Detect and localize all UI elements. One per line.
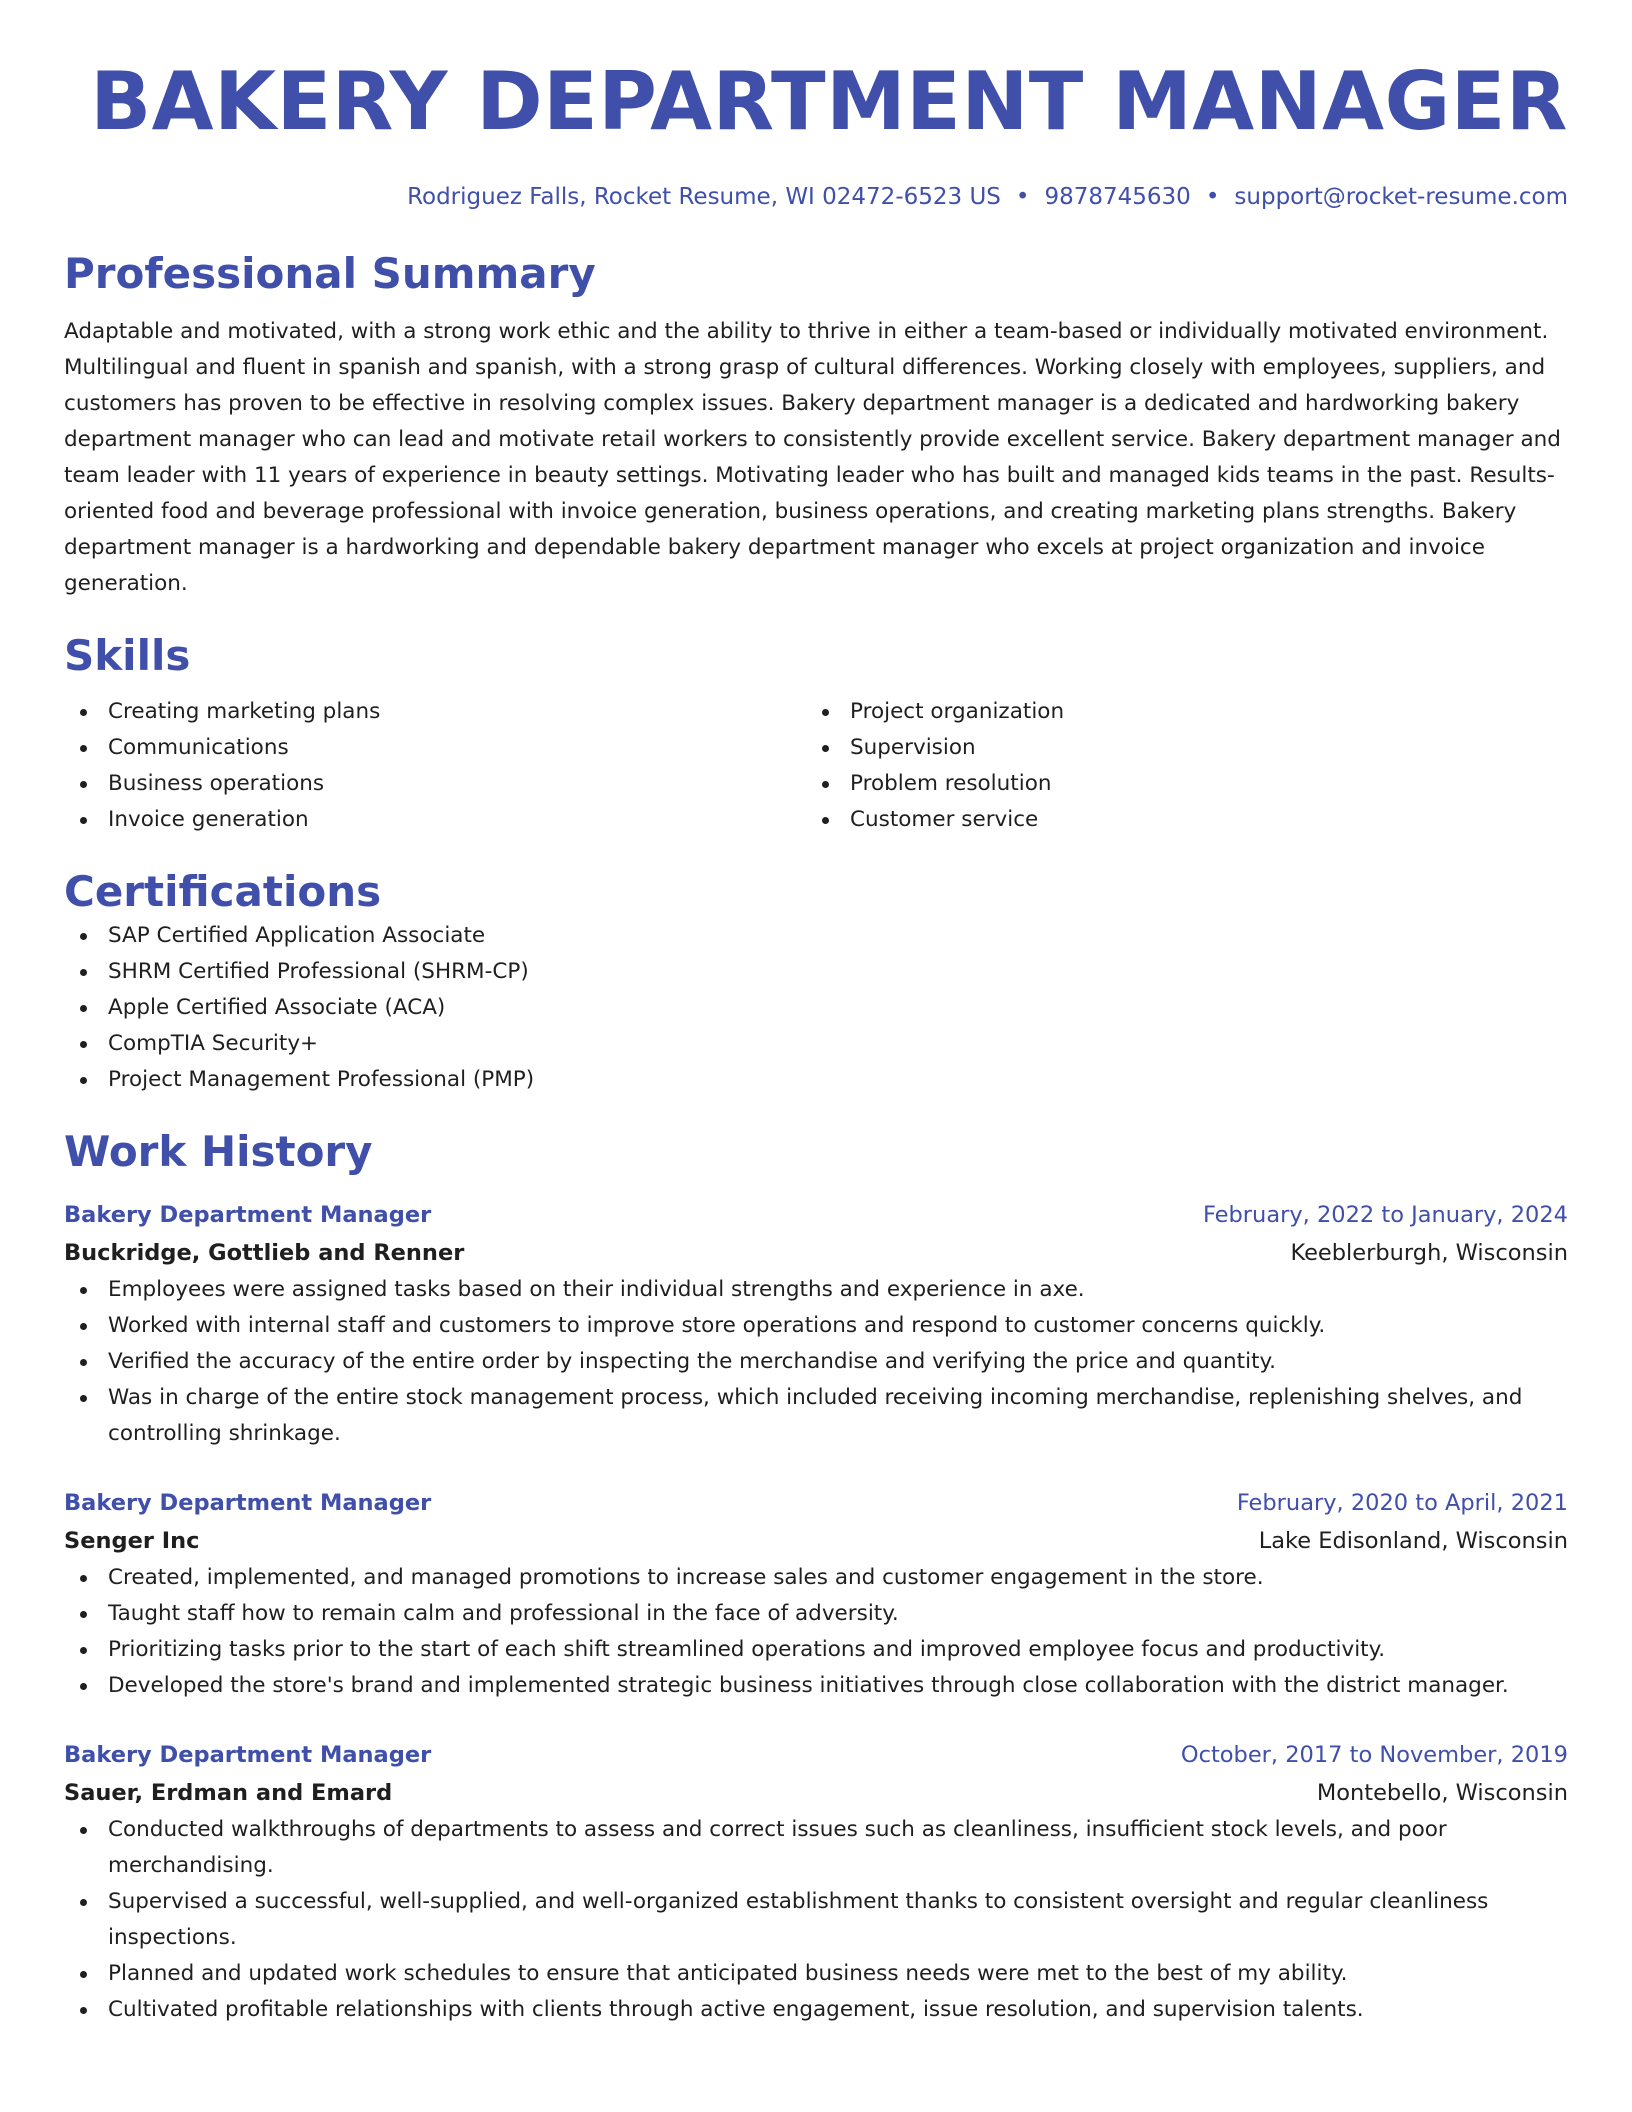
job-duty: Supervised a successful, well-supplied, and well-organized establishment thanks to consistent oversight and regular cleanliness inspections. bbox=[64, 1884, 1568, 1956]
job-company-row bbox=[64, 1522, 1568, 1560]
job-dates: February, 2020 to April, 2021 bbox=[1236, 1490, 1568, 1516]
job-company: Senger Inc bbox=[64, 1528, 200, 1554]
job-location: Keeblerburgh, Wisconsin bbox=[1290, 1240, 1568, 1266]
job-entry bbox=[64, 1736, 1568, 2028]
contact-email: support@rocket-resume.com bbox=[1234, 184, 1568, 210]
job-title: Bakery Department Manager bbox=[64, 1742, 432, 1768]
summary-text: Adaptable and motivated, with a strong work ethic and the ability to thrive in either a team-based or individually motivated environment. Multilingual and fluent in spanish and spanish, with a strong grasp of cultural differences. Working closely with employees, suppliers, and customers has proven to be effective in resolving complex issues. Bakery department manager is a dedicated and hardworking bakery department manager who can lead and motivate retail workers to consistently provide excellent service. Bakery department manager and team leader with 11 years of experience in beauty settings. Motivating leader who has built and managed kids teams in the past. Results-oriented food and beverage professional with invoice generation, business operations, and creating marketing plans strengths. Bakery department manager is a hardworking and dependable bakery department manager who excels at project organization and invoice generation. bbox=[64, 319, 1561, 596]
resume-name: BAKERY DEPARTMENT MANAGER bbox=[90, 55, 1568, 148]
certification-item: SAP Certified Application Associate bbox=[64, 918, 1568, 954]
job-header-row bbox=[64, 1196, 1568, 1234]
job-duties bbox=[64, 1272, 1568, 1452]
job-header-row bbox=[64, 1484, 1568, 1522]
skill-item: Business operations bbox=[64, 766, 806, 802]
certification-item: SHRM Certified Professional (SHRM-CP) bbox=[64, 954, 1568, 990]
job-entry bbox=[64, 1484, 1568, 1704]
job-duty: Employees were assigned tasks based on their individual strengths and experience in axe. bbox=[64, 1272, 1568, 1308]
skills-column-left bbox=[64, 694, 806, 838]
skill-item: Customer service bbox=[806, 802, 1548, 838]
skills-heading: Skills bbox=[64, 631, 191, 680]
job-duty: Verified the accuracy of the entire order by inspecting the merchandise and verifying the price and quantity. bbox=[64, 1344, 1568, 1380]
skills-grid bbox=[64, 694, 1568, 838]
contact-phone: 9878745630 bbox=[1044, 184, 1191, 210]
job-header-row bbox=[64, 1736, 1568, 1774]
job-location: Lake Edisonland, Wisconsin bbox=[1258, 1528, 1568, 1554]
job-duties bbox=[64, 1560, 1568, 1704]
job-entry bbox=[64, 1196, 1568, 1452]
job-title: Bakery Department Manager bbox=[64, 1490, 432, 1516]
job-duties bbox=[64, 1812, 1568, 2028]
job-duty: Prioritizing tasks prior to the start of each shift streamlined operations and improved employee focus and productivity. bbox=[64, 1632, 1568, 1668]
job-duty: Was in charge of the entire stock management process, which included receiving incoming merchandise, replenishing shelves, and controlling shrinkage. bbox=[64, 1380, 1568, 1452]
job-duty: Conducted walkthroughs of departments to assess and correct issues such as cleanliness, insufficient stock levels, and poor merchandising. bbox=[64, 1812, 1568, 1884]
job-dates: February, 2022 to January, 2024 bbox=[1202, 1202, 1568, 1228]
certification-item: CompTIA Security+ bbox=[64, 1026, 1568, 1062]
certifications-heading: Certifications bbox=[64, 867, 382, 916]
job-duty: Cultivated profitable relationships with clients through active engagement, issue resolution, and supervision talents. bbox=[64, 1992, 1568, 2028]
contact-address: Rodriguez Falls, Rocket Resume, WI 02472-6523 US bbox=[407, 184, 1001, 210]
job-title: Bakery Department Manager bbox=[64, 1202, 432, 1228]
skill-item: Invoice generation bbox=[64, 802, 806, 838]
work-history-heading: Work History bbox=[64, 1127, 373, 1176]
job-duty: Planned and updated work schedules to ensure that anticipated business needs were met to the best of my ability. bbox=[64, 1956, 1568, 1992]
certification-item: Apple Certified Associate (ACA) bbox=[64, 990, 1568, 1026]
skill-item: Supervision bbox=[806, 730, 1548, 766]
skills-column-right bbox=[806, 694, 1548, 838]
job-duty: Developed the store's brand and implemented strategic business initiatives through close collaboration with the district manager. bbox=[64, 1668, 1568, 1704]
job-company-row bbox=[64, 1234, 1568, 1272]
contact-separator: • bbox=[1205, 184, 1220, 210]
skill-item: Project organization bbox=[806, 694, 1548, 730]
job-duty: Worked with internal staff and customers to improve store operations and respond to customer concerns quickly. bbox=[64, 1308, 1568, 1344]
job-company-row bbox=[64, 1774, 1568, 1812]
contact-line bbox=[64, 182, 1568, 212]
job-dates: October, 2017 to November, 2019 bbox=[1180, 1742, 1568, 1768]
contact-separator: • bbox=[1015, 184, 1030, 210]
job-company: Sauer, Erdman and Emard bbox=[64, 1780, 393, 1806]
summary-heading: Professional Summary bbox=[64, 249, 596, 298]
certifications-list bbox=[64, 918, 1568, 1098]
certification-item: Project Management Professional (PMP) bbox=[64, 1062, 1568, 1098]
job-company: Buckridge, Gottlieb and Renner bbox=[64, 1240, 465, 1266]
job-location: Montebello, Wisconsin bbox=[1316, 1780, 1568, 1806]
job-duty: Created, implemented, and managed promotions to increase sales and customer engagement in the store. bbox=[64, 1560, 1568, 1596]
skill-item: Problem resolution bbox=[806, 766, 1548, 802]
job-duty: Taught staff how to remain calm and professional in the face of adversity. bbox=[64, 1596, 1568, 1632]
skill-item: Creating marketing plans bbox=[64, 694, 806, 730]
skill-item: Communications bbox=[64, 730, 806, 766]
